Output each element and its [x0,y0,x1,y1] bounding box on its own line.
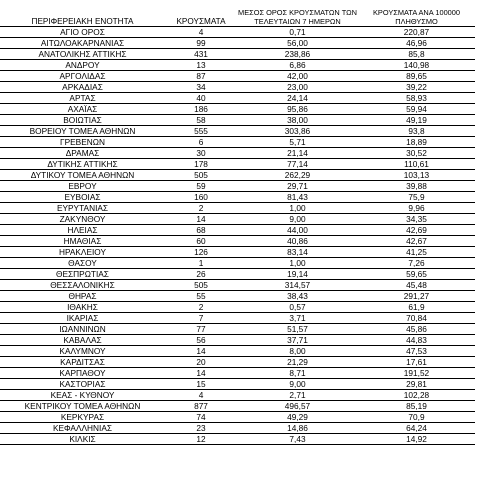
cell-cases: 20 [165,357,237,368]
header-regional-unit: ΠΕΡΙΦΕΡΕΙΑΚΗ ΕΝΟΤΗΤΑ [0,0,165,27]
table-row [0,225,475,236]
table-row [0,401,475,412]
cell-cases: 34 [165,82,237,93]
cell-regional-unit: ΕΥΡΥΤΑΝΙΑΣ [0,203,165,214]
cell-regional-unit: ΑΝΔΡΟΥ [0,60,165,71]
table-row [0,280,475,291]
table-row [0,368,475,379]
cell-regional-unit: ΒΟΡΕΙΟΥ ΤΟΜΕΑ ΑΘΗΝΩΝ [0,126,165,137]
table-row [0,159,475,170]
table-row [0,60,475,71]
cell-7day-average: 9,00 [237,379,358,390]
table-row [0,126,475,137]
cell-7day-average: 14,86 [237,423,358,434]
cell-7day-average: 44,00 [237,225,358,236]
cell-regional-unit: ΚΕΡΚΥΡΑΣ [0,412,165,423]
cell-regional-unit: ΘΗΡΑΣ [0,291,165,302]
cell-cases: 55 [165,291,237,302]
cell-7day-average: 23,00 [237,82,358,93]
cell-cases-per-100k: 291,27 [358,291,475,302]
cell-cases-per-100k: 75,9 [358,192,475,203]
cell-cases-per-100k: 58,93 [358,93,475,104]
cell-cases: 87 [165,71,237,82]
cell-cases: 14 [165,214,237,225]
cell-7day-average: 2,71 [237,390,358,401]
cell-regional-unit: ΔΡΑΜΑΣ [0,148,165,159]
cell-regional-unit: ΙΘΑΚΗΣ [0,302,165,313]
table-row [0,313,475,324]
cell-cases-per-100k: 93,8 [358,126,475,137]
cell-regional-unit: ΑΡΤΑΣ [0,93,165,104]
cell-7day-average: 262,29 [237,170,358,181]
cell-7day-average: 8,00 [237,346,358,357]
cell-cases: 6 [165,137,237,148]
cell-7day-average: 95,86 [237,104,358,115]
cell-7day-average: 6,86 [237,60,358,71]
cell-cases: 23 [165,423,237,434]
cell-cases: 77 [165,324,237,335]
cell-cases-per-100k: 44,83 [358,335,475,346]
cell-regional-unit: ΚΕΑΣ - ΚΥΘΝΟΥ [0,390,165,401]
cell-cases: 99 [165,38,237,49]
cell-7day-average: 24,14 [237,93,358,104]
header-cases: ΚΡΟΥΣΜΑΤΑ [165,0,237,27]
cell-regional-unit: ΑΝΑΤΟΛΙΚΗΣ ΑΤΤΙΚΗΣ [0,49,165,60]
cell-regional-unit: ΚΑΒΑΛΑΣ [0,335,165,346]
cell-7day-average: 314,57 [237,280,358,291]
table-row [0,236,475,247]
cell-cases-per-100k: 89,65 [358,71,475,82]
table-row [0,434,475,445]
cell-7day-average: 49,29 [237,412,358,423]
cell-cases-per-100k: 39,88 [358,181,475,192]
cell-cases: 126 [165,247,237,258]
cell-7day-average: 0,57 [237,302,358,313]
cell-cases: 160 [165,192,237,203]
cell-cases-per-100k: 45,48 [358,280,475,291]
cell-regional-unit: ΔΥΤΙΚΗΣ ΑΤΤΙΚΗΣ [0,159,165,170]
cell-7day-average: 38,43 [237,291,358,302]
cell-cases: 178 [165,159,237,170]
cell-regional-unit: ΚΙΛΚΙΣ [0,434,165,445]
table-row [0,181,475,192]
cell-regional-unit: ΘΕΣΠΡΩΤΙΑΣ [0,269,165,280]
cell-7day-average: 496,57 [237,401,358,412]
cell-regional-unit: ΚΑΛΥΜΝΟΥ [0,346,165,357]
cell-regional-unit: ΚΑΡΠΑΘΟΥ [0,368,165,379]
cell-cases: 60 [165,236,237,247]
cell-cases-per-100k: 49,19 [358,115,475,126]
cell-cases: 4 [165,390,237,401]
cell-7day-average: 0,71 [237,27,358,38]
cell-7day-average: 81,43 [237,192,358,203]
table-row [0,93,475,104]
table-row [0,104,475,115]
table-row [0,82,475,93]
cell-cases-per-100k: 7,26 [358,258,475,269]
cell-cases-per-100k: 30,52 [358,148,475,159]
cell-cases: 2 [165,203,237,214]
cell-regional-unit: ΙΚΑΡΙΑΣ [0,313,165,324]
table-row [0,335,475,346]
cell-cases-per-100k: 61,9 [358,302,475,313]
cell-cases: 59 [165,181,237,192]
table-row [0,203,475,214]
table-row [0,346,475,357]
cell-7day-average: 303,86 [237,126,358,137]
table-row [0,379,475,390]
table-row [0,71,475,82]
table-row [0,357,475,368]
table-row [0,170,475,181]
cell-cases: 40 [165,93,237,104]
cell-cases-per-100k: 34,35 [358,214,475,225]
cell-cases-per-100k: 47,53 [358,346,475,357]
cell-cases: 12 [165,434,237,445]
cell-7day-average: 21,14 [237,148,358,159]
cell-regional-unit: ΚΕΝΤΡΙΚΟΥ ΤΟΜΕΑ ΑΘΗΝΩΝ [0,401,165,412]
cell-cases: 4 [165,27,237,38]
cell-cases-per-100k: 220,87 [358,27,475,38]
cell-cases-per-100k: 191,52 [358,368,475,379]
cell-cases-per-100k: 103,13 [358,170,475,181]
table-row [0,137,475,148]
cell-7day-average: 238,86 [237,49,358,60]
cell-cases-per-100k: 102,28 [358,390,475,401]
cell-regional-unit: ΕΥΒΟΙΑΣ [0,192,165,203]
cell-regional-unit: ΚΑΡΔΙΤΣΑΣ [0,357,165,368]
cell-cases: 431 [165,49,237,60]
cell-regional-unit: ΑΓΙΟ ΟΡΟΣ [0,27,165,38]
table-row [0,390,475,401]
cell-regional-unit: ΘΕΣΣΑΛΟΝΙΚΗΣ [0,280,165,291]
cell-cases: 2 [165,302,237,313]
cell-7day-average: 8,71 [237,368,358,379]
header-7day-average: ΜΕΣΟΣ ΟΡΟΣ ΚΡΟΥΣΜΑΤΩΝ ΤΩΝ ΤΕΛΕΥΤΑΙΩΝ 7 ΗΜΕΡΩΝ [237,0,358,27]
cell-regional-unit: ΑΡΚΑΔΙΑΣ [0,82,165,93]
table-row [0,412,475,423]
cell-cases: 56 [165,335,237,346]
cell-regional-unit: ΚΕΦΑΛΛΗΝΙΑΣ [0,423,165,434]
cell-regional-unit: ΓΡΕΒΕΝΩΝ [0,137,165,148]
cell-regional-unit: ΒΟΙΩΤΙΑΣ [0,115,165,126]
cell-7day-average: 40,86 [237,236,358,247]
cell-7day-average: 19,14 [237,269,358,280]
cell-cases-per-100k: 64,24 [358,423,475,434]
cell-cases-per-100k: 9,96 [358,203,475,214]
cell-7day-average: 83,14 [237,247,358,258]
cell-cases: 58 [165,115,237,126]
cell-cases: 15 [165,379,237,390]
cell-cases-per-100k: 42,69 [358,225,475,236]
cell-cases-per-100k: 17,61 [358,357,475,368]
cell-cases: 26 [165,269,237,280]
cell-cases: 505 [165,280,237,291]
cell-7day-average: 42,00 [237,71,358,82]
cell-cases-per-100k: 140,98 [358,60,475,71]
cell-cases-per-100k: 46,96 [358,38,475,49]
cell-7day-average: 21,29 [237,357,358,368]
cell-cases: 505 [165,170,237,181]
cell-regional-unit: ΗΛΕΙΑΣ [0,225,165,236]
cell-cases: 1 [165,258,237,269]
cell-cases-per-100k: 42,67 [358,236,475,247]
cell-cases-per-100k: 110,61 [358,159,475,170]
cell-cases-per-100k: 59,65 [358,269,475,280]
header-cases-per-100k: ΚΡΟΥΣΜΑΤΑ ΑΝΑ 100000 ΠΛΗΘΥΣΜΟ [358,0,475,27]
cell-cases: 13 [165,60,237,71]
cell-cases: 14 [165,368,237,379]
cell-cases: 30 [165,148,237,159]
cell-regional-unit: ΑΙΤΩΛΟΑΚΑΡΝΑΝΙΑΣ [0,38,165,49]
cell-regional-unit: ΘΑΣΟΥ [0,258,165,269]
table-row [0,324,475,335]
cell-regional-unit: ΗΜΑΘΙΑΣ [0,236,165,247]
cell-cases-per-100k: 85,19 [358,401,475,412]
cell-cases: 68 [165,225,237,236]
cell-regional-unit: ΗΡΑΚΛΕΙΟΥ [0,247,165,258]
cell-cases-per-100k: 70,84 [358,313,475,324]
cell-cases-per-100k: 59,94 [358,104,475,115]
cell-cases: 186 [165,104,237,115]
table-row [0,258,475,269]
cell-7day-average: 5,71 [237,137,358,148]
cell-7day-average: 77,14 [237,159,358,170]
cell-regional-unit: ΑΧΑΪΑΣ [0,104,165,115]
cell-cases-per-100k: 14,92 [358,434,475,445]
cell-cases-per-100k: 70,9 [358,412,475,423]
table-row [0,148,475,159]
table-row [0,192,475,203]
table-row [0,291,475,302]
cell-7day-average: 1,00 [237,258,358,269]
cell-cases-per-100k: 45,86 [358,324,475,335]
table-row [0,27,475,38]
cell-cases-per-100k: 41,25 [358,247,475,258]
cell-7day-average: 29,71 [237,181,358,192]
cell-cases: 877 [165,401,237,412]
table-row [0,269,475,280]
cell-7day-average: 37,71 [237,335,358,346]
cell-regional-unit: ΖΑΚΥΝΘΟΥ [0,214,165,225]
cell-cases-per-100k: 85,8 [358,49,475,60]
cell-regional-unit: ΙΩΑΝΝΙΝΩΝ [0,324,165,335]
table-row [0,49,475,60]
cell-7day-average: 51,57 [237,324,358,335]
cell-7day-average: 56,00 [237,38,358,49]
cell-cases-per-100k: 18,89 [358,137,475,148]
table-row [0,214,475,225]
table-row [0,247,475,258]
table-row [0,115,475,126]
table-row [0,38,475,49]
cell-regional-unit: ΑΡΓΟΛΙΔΑΣ [0,71,165,82]
cell-regional-unit: ΕΒΡΟΥ [0,181,165,192]
cell-cases: 74 [165,412,237,423]
cell-7day-average: 1,00 [237,203,358,214]
cell-cases: 14 [165,346,237,357]
cell-cases-per-100k: 39,22 [358,82,475,93]
cell-7day-average: 3,71 [237,313,358,324]
cell-7day-average: 38,00 [237,115,358,126]
cell-regional-unit: ΔΥΤΙΚΟΥ ΤΟΜΕΑ ΑΘΗΝΩΝ [0,170,165,181]
cell-regional-unit: ΚΑΣΤΟΡΙΑΣ [0,379,165,390]
cell-cases: 7 [165,313,237,324]
header-row [0,0,475,27]
cell-7day-average: 9,00 [237,214,358,225]
table-row [0,302,475,313]
cell-cases-per-100k: 29,81 [358,379,475,390]
cell-7day-average: 7,43 [237,434,358,445]
cell-cases: 555 [165,126,237,137]
table-row [0,423,475,434]
